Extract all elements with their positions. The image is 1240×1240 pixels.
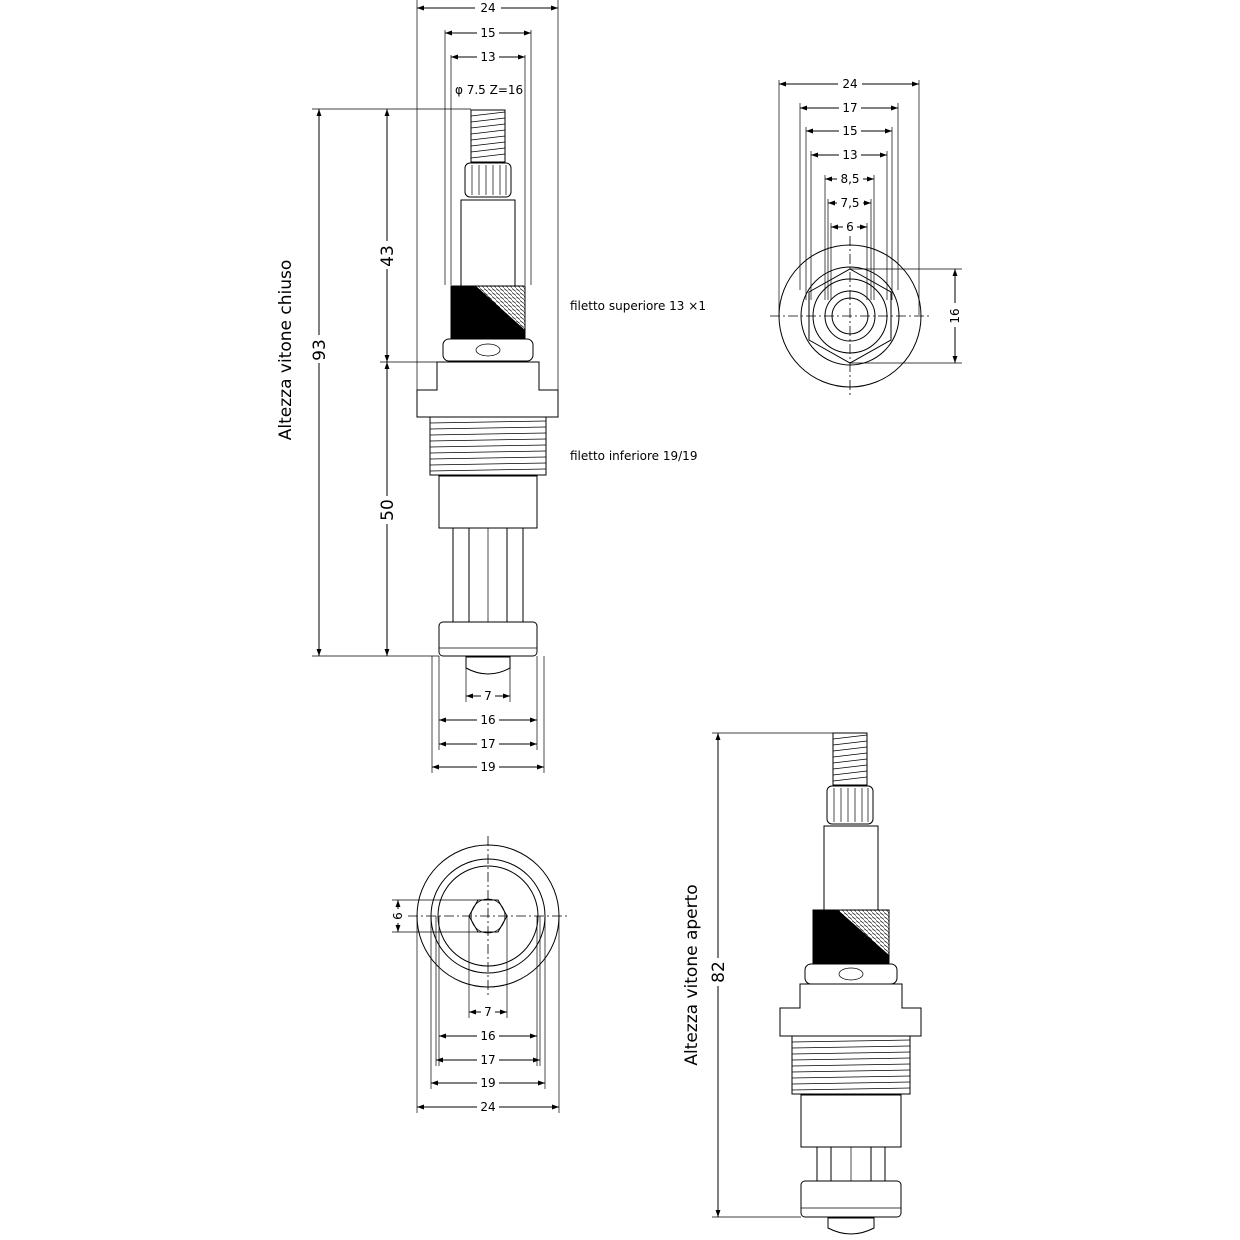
side-view-closed xyxy=(276,0,706,774)
dim-top-24: 24 xyxy=(480,1,496,15)
bottom-dim-16: 16 xyxy=(480,1029,496,1043)
bottom-dim-17: 17 xyxy=(480,1053,496,1067)
note-upper-thread: filetto superiore 13 ×1 xyxy=(570,299,706,313)
note-lower-thread: filetto inferiore 19/19 xyxy=(570,449,698,463)
bottom-dim-7: 7 xyxy=(484,1005,492,1019)
dim-top-15: 15 xyxy=(480,26,496,40)
top-dim-24: 24 xyxy=(842,77,858,91)
bottom-dim-24: 24 xyxy=(480,1100,496,1114)
dim-bottom-16: 16 xyxy=(480,713,496,727)
top-side-dim-16: 16 xyxy=(948,308,962,324)
dim-bottom-7: 7 xyxy=(484,689,492,703)
dim-open-82: 82 xyxy=(709,961,729,983)
top-dim-7-5: 7,5 xyxy=(840,196,860,210)
dim-bottom-17: 17 xyxy=(480,737,496,751)
top-dim-13: 13 xyxy=(842,148,858,162)
dim-top-13: 13 xyxy=(480,50,496,64)
dim-bottom-19: 19 xyxy=(480,760,496,774)
side-view-open xyxy=(682,733,921,1234)
note-diameter-teeth: φ 7.5 Z=16 xyxy=(455,83,524,97)
label-closed-height: Altezza vitone chiuso xyxy=(276,259,296,441)
dim-height-50: 50 xyxy=(378,499,398,521)
bottom-view xyxy=(390,836,568,1114)
top-dim-8-5: 8,5 xyxy=(840,172,860,186)
dim-height-93: 93 xyxy=(310,339,330,361)
label-open-height: Altezza vitone aperto xyxy=(682,884,702,1066)
bottom-dim-19: 19 xyxy=(480,1076,496,1090)
top-dim-15: 15 xyxy=(842,124,858,138)
dim-height-43: 43 xyxy=(378,245,398,267)
bottom-side-dim-6: 6 xyxy=(391,912,405,920)
top-view xyxy=(770,76,963,396)
cartridge-body-closed xyxy=(417,110,558,674)
top-dim-6: 6 xyxy=(846,220,854,234)
top-dim-17: 17 xyxy=(842,101,858,115)
